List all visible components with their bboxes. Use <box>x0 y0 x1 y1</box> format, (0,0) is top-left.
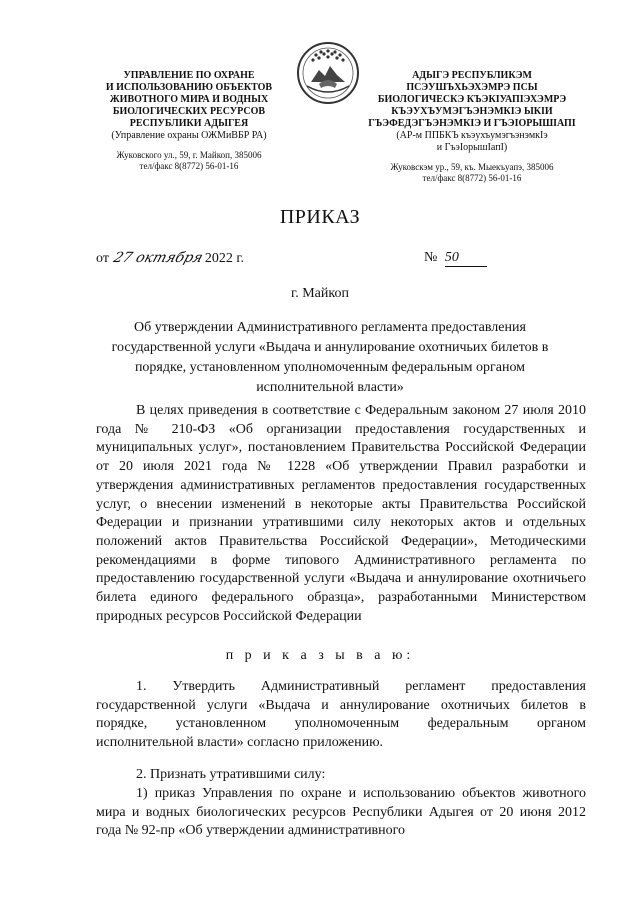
preamble-paragraph: В целях приведения в соответствие с Федеральным законом 27 июля 2010 года № 210-ФЗ «Об организации предоставления государственных и муниципальных услуг», постановлением Правительства Российской Федерации от 20 июля 2021 года № 1228 «Об утверждении Правил разработки и утверждения административных регламентов предоставления государственных услуг, о внесении изменений в некоторые акты Правительства Российской Федерации и признании утратившими силу некоторых актов и отдельных положений актов Правительства Российской Федерации», Методическими рекомендациями в форме типового Административного регламента по предоставлению государственной услуги «Выдача и аннулирование охотничьего билета единого федерального образца», разработанными Министерством природных ресурсов Российской Федерации <box>96 403 586 624</box>
city: г. Майкоп <box>291 286 349 301</box>
order-word: п р и к а з ы в а ю: <box>225 648 415 663</box>
order-item-2-1: 1) приказ Управления по охране и использованию объектов животного мира и водных биологических ресурсов Республики Адыгея от 20 июня 2012 года № 92-пр «Об утверждении административного <box>96 786 586 839</box>
republic-of-adygea-emblem-icon <box>295 40 361 106</box>
order-item-1: 1. Утвердить Административный регламент предоставления государственной услуги «Выдача и аннулирование охотничьих билетов в порядке, установленном уполномоченным федеральным органом исполнительной власти» согласно приложению. <box>96 679 586 751</box>
number-prefix: № <box>424 250 438 265</box>
order-date <box>96 250 244 267</box>
org-short-name-ru: (Управление охраны ОЖМиВБР РА) <box>111 130 267 141</box>
order-number <box>424 250 487 267</box>
date-prefix: от <box>96 251 109 266</box>
number-value: 50 <box>445 250 487 267</box>
header-left <box>84 70 294 172</box>
org-address-ru: Жуковского ул., 59, г. Майкоп, 385006 тел/факс 8(8772) 56-01-16 <box>116 150 262 171</box>
org-name-ady: АДЫГЭ РЕСПУБЛИКЭМ ПСЭУШЪХЬЭХЭМРЭ ПСЫ БИОЛОГИЧЕСКЭ КЪЭКIУАПIЭХЭМРЭ КЪЭУХЪУМЭГЪЭНЭМКIЭ ЫКIИ ГЪЭФЕДЭГЪЭНЭМКIЭ И ГЪЭIОРЫШIАПI <box>368 70 576 129</box>
org-short-name-ady: (АР-м ППБКЪ къэухъумэгъэнэмкIэ и ГъэIорышIапI) <box>396 130 548 153</box>
date-handwritten: 27 октября <box>111 250 206 266</box>
order-item-2: 2. Признать утратившими силу: <box>136 767 326 782</box>
date-suffix: 2022 г. <box>204 251 244 266</box>
order-subject: Об утверждении Административного регламента предоставления государственной услуги «Выдача и аннулирование охотничьих билетов в порядке, установленном уполномоченным федеральным органом исполнительной власти» <box>111 320 549 395</box>
org-address-ady: Жуковскэм ур., 59, къ. Мыекъуапэ, 385006 тел/факс 8(8772) 56-01-16 <box>390 162 554 183</box>
org-name-ru: УПРАВЛЕНИЕ ПО ОХРАНЕ И ИСПОЛЬЗОВАНИЮ ОБЪЕКТОВ ЖИВОТНОГО МИРА И ВОДНЫХ БИОЛОГИЧЕСКИХ РЕСУРСОВ РЕСПУБЛИКИ АДЫГЕЯ <box>105 70 273 129</box>
header-right <box>362 70 582 184</box>
document-title: ПРИКАЗ <box>279 206 361 228</box>
